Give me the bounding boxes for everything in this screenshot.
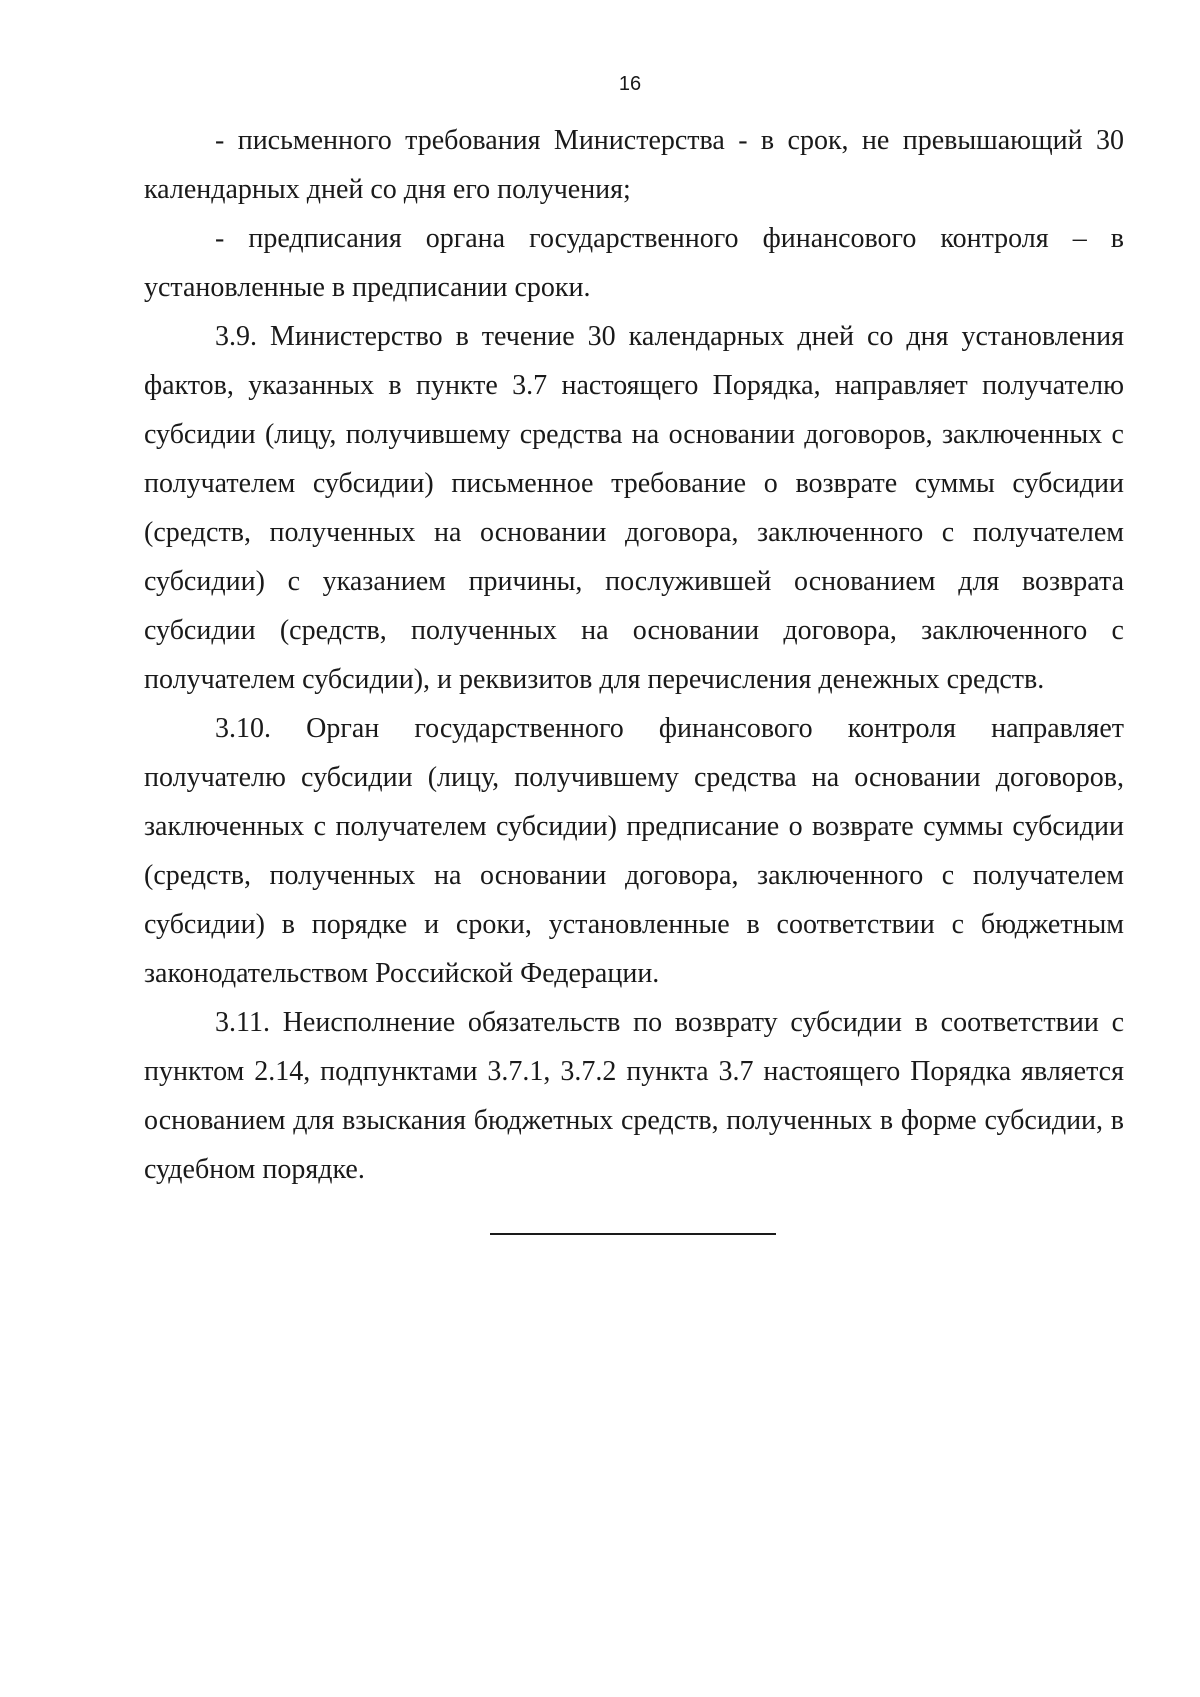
page-number: 16 — [618, 73, 642, 95]
paragraph-written-demand: - письменного требования Министерства - в срок, не превышающий 30 календарных дней со дня его получения; — [144, 125, 1124, 205]
document-body — [144, 116, 1124, 1194]
end-of-document-rule — [490, 1233, 776, 1235]
paragraph-3-10: 3.10. Орган государственного финансового контроля направляет получателю субсидии (лицу, получившему средства на основании договоров, заключенных с получателем субсидии) предписание о возврате суммы субсидии (средств, полученных на основании договора, заключенного с получателем субсидии) в порядке и сроки, установленные в соответствии с бюджетным законодательством Российской Федерации. — [144, 713, 1124, 989]
paragraph-order-control-body: - предписания органа государственного финансового контроля – в установленные в предписании сроки. — [144, 223, 1124, 303]
paragraph-3-9: 3.9. Министерство в течение 30 календарных дней со дня установления фактов, указанных в пункте 3.7 настоящего Порядка, направляет получателю субсидии (лицу, получившему средства на основании договоров, заключенных с получателем субсидии) письменное требование о возврате суммы субсидии (средств, полученных на основании договора, заключенного с получателем субсидии) с указанием причины, послужившей основанием для возврата субсидии (средств, полученных на основании договора, заключенного с получателем субсидии), и реквизитов для перечисления денежных средств. — [144, 321, 1124, 695]
paragraph-3-11: 3.11. Неисполнение обязательств по возврату субсидии в соответствии с пунктом 2.14, подпунктами 3.7.1, 3.7.2 пункта 3.7 настоящего Порядка является основанием для взыскания бюджетных средств, полученных в форме субсидии, в судебном порядке. — [144, 1007, 1124, 1185]
